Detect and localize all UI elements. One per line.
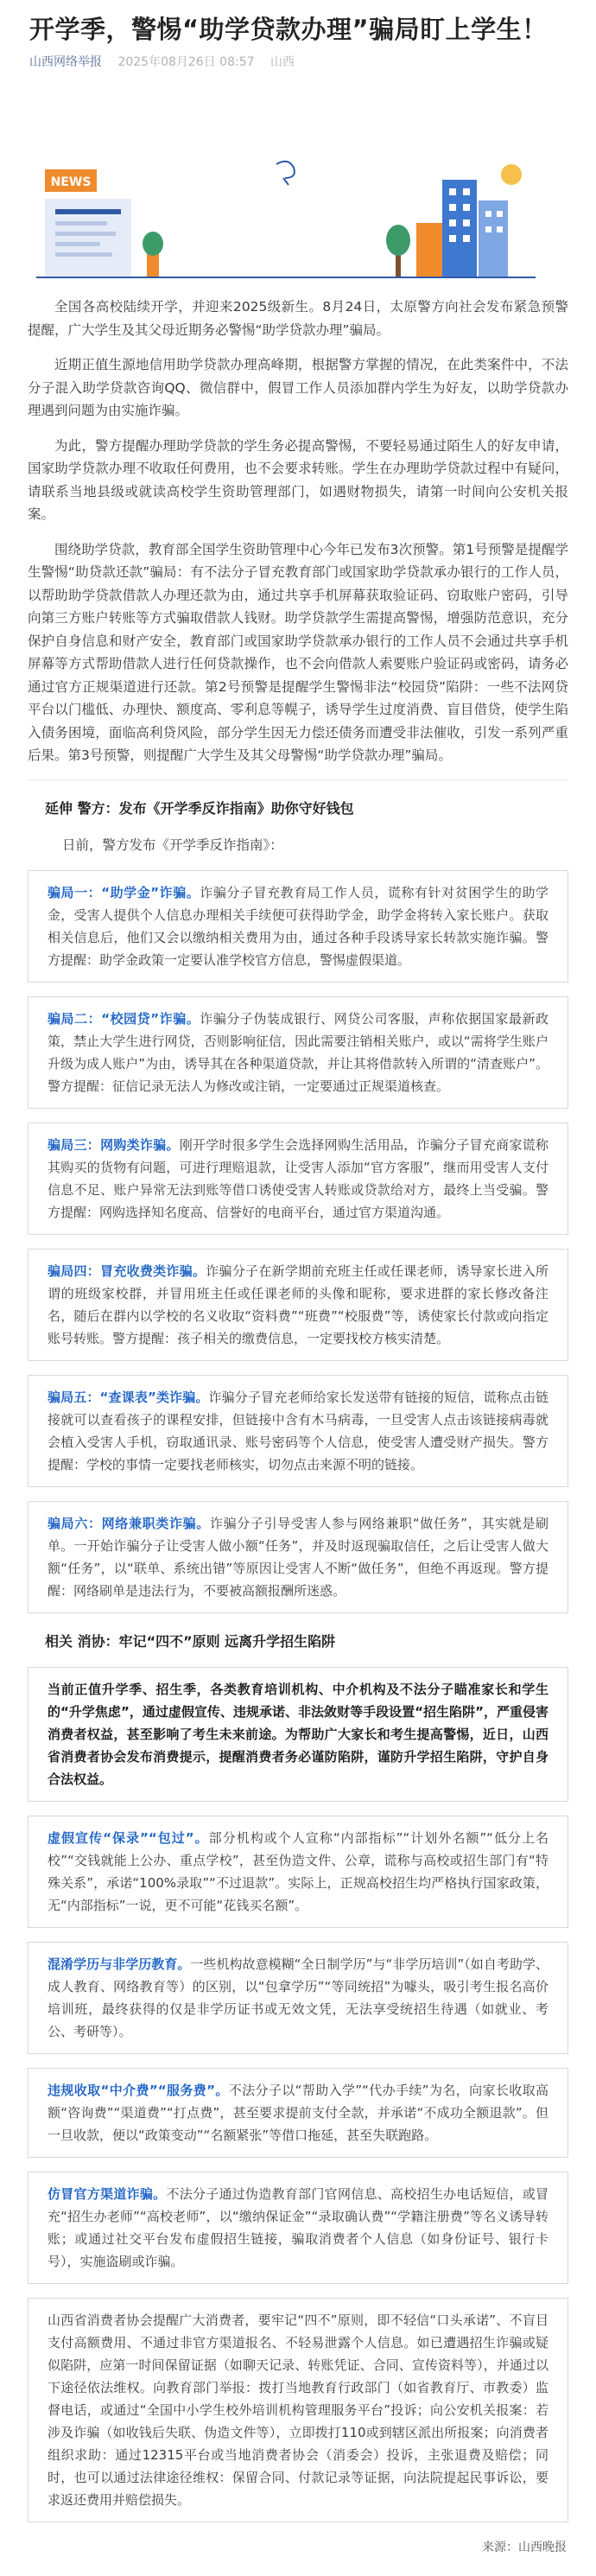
article-title: 开学季，警惕“助学贷款办理”骗局盯上学生！ <box>29 15 548 44</box>
trap-card-1 <box>28 1816 568 1928</box>
article-body <box>0 296 596 2522</box>
consumer-intro-card <box>28 1667 568 1802</box>
region-label: 山西 <box>269 55 295 69</box>
consumer-intro: 当前正值升学季、招生季，各类教育培训机构、中介机构及不法分子瞄准家长和学生的“升学焦虑”，通过虚假宣传、违规承诺、非法敛财等手段设置“招生陷阱”，严重侵害消费者权益，甚至影响了考生未来前途。为帮助广大家长和考生提高警惕，近日，山西省消费者协会发布消费提示，提醒消费者务必谨防陷阱，谨防升学招生陷阱，守护自身合法权益。 <box>48 1681 548 1787</box>
scam-label: 骗局三：网购类诈骗。 <box>48 1136 180 1153</box>
scam-label: 骗局四：冒充收费类诈骗。 <box>48 1263 206 1279</box>
closing-text: 山西省消费者协会提醒广大消费者，要牢记“四不”原则，即不轻信“口头承诺”、不盲目支付高额费用、不通过非官方渠道报名、不轻易泄露个人信息。如已遭遇招生诈骗或疑似陷阱，应第一时间保留证据（如聊天记录、转账凭证、合同、宣传资料等），并通过以下途径依法维权。向教育部门举报：拨打当地教育行政部门（如省教育厅、市教委）监督电话，或通过“全国中小学生校外培训机构管理服务平台”投诉；向公安机关报案：若涉及诈骗（如收钱后失联、伪造文件等），立即拨打110或到辖区派出所报案；向消费者组织求助：通过12315平台或当地消费者协会（消委会）投诉，主张退费及赔偿；同时，也可以通过法律途径维权：保留合同、付款记录等证据，向法院提起民事诉讼，要求返还费用并赔偿损失。 <box>48 2312 548 2508</box>
trap-text: 部分机构或个人宣称“内部指标”“计划外名额”“低分上名校”“交钱就能上公办、重点学校”，甚至伪造文件、公章，谎称与高校或招生部门有“特殊关系”，承诺“100%录取”“不过退款”。实际上，正规高校招生均严格执行国家政策，无“内部指标”一说，更不可能“花钱买名额”。 <box>48 1829 548 1913</box>
article-source: 来源：山西晚报 <box>482 2540 567 2554</box>
closing-card <box>28 2298 568 2522</box>
trap-text: 不法分子以“帮助入学”“代办手续”为名，向家长收取高额“咨询费”“渠道费”“打点费”，甚至要求提前支付全款，并承诺“不成功全额退款”。但一旦收款，便以“政策变动”“名额紧张”等借口拖延，甚至失联跑路。 <box>48 2082 548 2143</box>
scam-label: 骗局六：网络兼职类诈骗。 <box>48 1515 210 1531</box>
hero-badge-text: NEWS <box>50 175 92 189</box>
scam-card-4 <box>28 1249 568 1361</box>
scam-card-1 <box>28 870 568 983</box>
scam-label: 骗局二：“校园贷”诈骗。 <box>48 1010 200 1027</box>
news-illustration-icon <box>36 154 536 283</box>
section-heading-police: 延伸 警方：发布《开学季反诈指南》助你守好钱包 <box>45 799 354 817</box>
scam-card-6 <box>28 1501 568 1613</box>
trap-label: 混淆学历与非学历教育。 <box>48 1956 191 1972</box>
scam-text: 诈骗分子冒充教育局工作人员，谎称有针对贫困学生的助学金，受害人提供个人信息办理相关手续便可获得助学金，助学金将转入家长账户。获取相关信息后，他们又会以缴纳相关费用为由，通过各种手段诱导家长转款实施诈骗。警方提醒：助学金政策一定要认准学校官方信息，警惕虚假渠道。 <box>48 884 548 968</box>
paragraph-3: 为此，警方提醒办理助学贷款的学生务必提高警惕，不要轻易通过陌生人的好友申请，国家助学贷款办理不收取任何费用，也不会要求转账。学生在办理助学贷款过程中有疑问，请联系当地县级或就读高校学生资助管理部门，如遇财物损失，请第一时间向公安机关报案。 <box>28 437 568 522</box>
scam-label: 骗局五：“查课表”类诈骗。 <box>48 1389 209 1405</box>
section-divider <box>28 779 568 780</box>
publish-time: 2025年08月26日 08:57 <box>117 55 255 69</box>
paragraph-1: 全国各高校陆续开学，并迎来2025级新生。8月24日，太原警方向社会发布紧急预警提醒，广大学生及其父母近期务必警惕“助学贷款办理”骗局。 <box>28 299 568 338</box>
trap-card-3 <box>28 2068 568 2158</box>
trap-text: 不法分子通过伪造教育部门官网信息、高校招生办电话短信，或冒充“招生办老师”“高校老师”，以“缴纳保证金”“录取确认费”“学籍注册费”等名义诱导转账；或通过社交平台发布虚假招生链接，骗取消费者个人信息（如身份证号、银行卡号），实施盗刷或诈骗。 <box>48 2185 548 2269</box>
scam-text: 诈骗分子引导受害人参与网络兼职“做任务”，其实就是刷单。一开始诈骗分子让受害人做小额“任务”，并及时返现骗取信任，之后让受害人做大额“任务”，以“联单、系统出错”等原因让受害人不断“做任务”，但绝不再返现。警方提醒：网络刷单是违法行为，不要被高额报酬所迷惑。 <box>48 1515 548 1599</box>
scam-label: 骗局一：“助学金”诈骗。 <box>48 884 200 900</box>
section-intro: 日前，警方发布《开学季反诈指南》： <box>62 836 283 853</box>
trap-label: 违规收取“中介费”“服务费”。 <box>48 2082 229 2098</box>
paragraph-4: 围绕助学贷款，教育部全国学生资助管理中心今年已发布3次预警。第1号预警是提醒学生警惕“助贷款还款”骗局：有不法分子冒充教育部门或国家助学贷款承办银行的工作人员，以帮助助学贷款借款人办理还款为由，通过共享手机屏幕获取验证码、窃取账户密码，引导向第三方账户转账等方式骗取借款人钱财。助学贷款学生需提高警惕，增强防范意识，充分保护自身信息和财产安全，教育部门或国家助学贷款承办银行的工作人员不会通过共享手机屏幕等方式帮助借款人进行任何贷款操作，也不会向借款人索要账户验证码或密码，请务必通过官方正规渠道进行还款。第2号预警是提醒学生警惕非法“校园贷”陷阱：一些不法网贷平台以门槛低、办理快、额度高、零利息等幌子，诱导学生过度消费、盲目借贷，使学生陷入债务困境，面临高利贷风险，部分学生因无力偿还债务而遭受非法催收，引发一系列严重后果。第3号预警，则提醒广大学生及其父母警惕“助学贷款办理”骗局。 <box>28 541 568 763</box>
trap-label: 仿冒官方渠道诈骗。 <box>48 2185 167 2202</box>
account-name-link[interactable]: 山西网络举报 <box>29 55 102 69</box>
trap-card-2 <box>28 1942 568 2054</box>
section-heading-consumer: 相关 消协：牢记“四不”原则 远离升学招生陷阱 <box>45 1632 336 1650</box>
scam-card-2 <box>28 996 568 1109</box>
hero-illustration <box>36 154 536 283</box>
scam-text: 诈骗分子伪装成银行、网贷公司客服，声称依据国家最新政策，禁止大学生进行网贷，否则影响征信，因此需要注销相关账户，或以“需将学生账户升级为成人账户”为由，诱导其在各种渠道贷款，并让其将借款转入所谓的“清查账户”。警方提醒：征信记录无法人为修改或注销，一定要通过正规渠道核查。 <box>48 1010 548 1094</box>
scam-text: 诈骗分子在新学期前充班主任或任课老师，诱导家长进入所谓的班级家校群，并冒用班主任或任课老师的头像和昵称，要求进群的家长修改备注名，随后在群内以学校的名义收取“资料费”“班费”“校服费”等，诱使家长付款或向指定账号转账。警方提醒：孩子相关的缴费信息，一定要找校方核实清楚。 <box>48 1263 548 1346</box>
scam-card-3 <box>28 1123 568 1235</box>
trap-label: 虚假宣传“保录”“包过”。 <box>48 1829 209 1846</box>
paragraph-2: 近期正值生源地信用助学贷款办理高峰期，根据警方掌握的情况，在此类案件中，不法分子混入助学贷款咨询QQ、微信群中，假冒工作人员添加群内学生为好友，以助学贷款办理遇到问题为由实施诈骗。 <box>28 357 568 418</box>
trap-text: 一些机构故意模糊“全日制学历”与“非学历培训”（如自考助学、成人教育、网络教育等）的区别，以“包拿学历”“等同统招”为噱头，吸引考生报名高价培训班，最终获得的仅是非学历证书或无效文凭，无法享受统招生待遇（如就业、考公、考研等）。 <box>48 1956 548 2039</box>
trap-card-4 <box>28 2172 568 2284</box>
scam-text: 刚开学时很多学生会选择网购生活用品，诈骗分子冒充商家谎称其购买的货物有问题，可进行理赔退款，让受害人添加“官方客服”，继而用受害人支付信息不足、账户异常无法到账等借口诱使受害人转账或贷款给对方，最终上当受骗。警方提醒：网购选择知名度高、信誉好的电商平台，通过官方渠道沟通。 <box>48 1136 548 1220</box>
article-meta <box>0 47 596 71</box>
scam-card-5 <box>28 1375 568 1487</box>
scam-text: 诈骗分子冒充老师给家长发送带有链接的短信，谎称点击链接就可以查看孩子的课程安排，但链接中含有木马病毒，一旦受害人点击该链接病毒就会植入受害人手机，窃取通讯录、账号密码等个人信息，使受害人遭受财产损失。警方提醒：学校的事情一定要找老师核实，切勿点击来源不明的链接。 <box>48 1389 548 1472</box>
